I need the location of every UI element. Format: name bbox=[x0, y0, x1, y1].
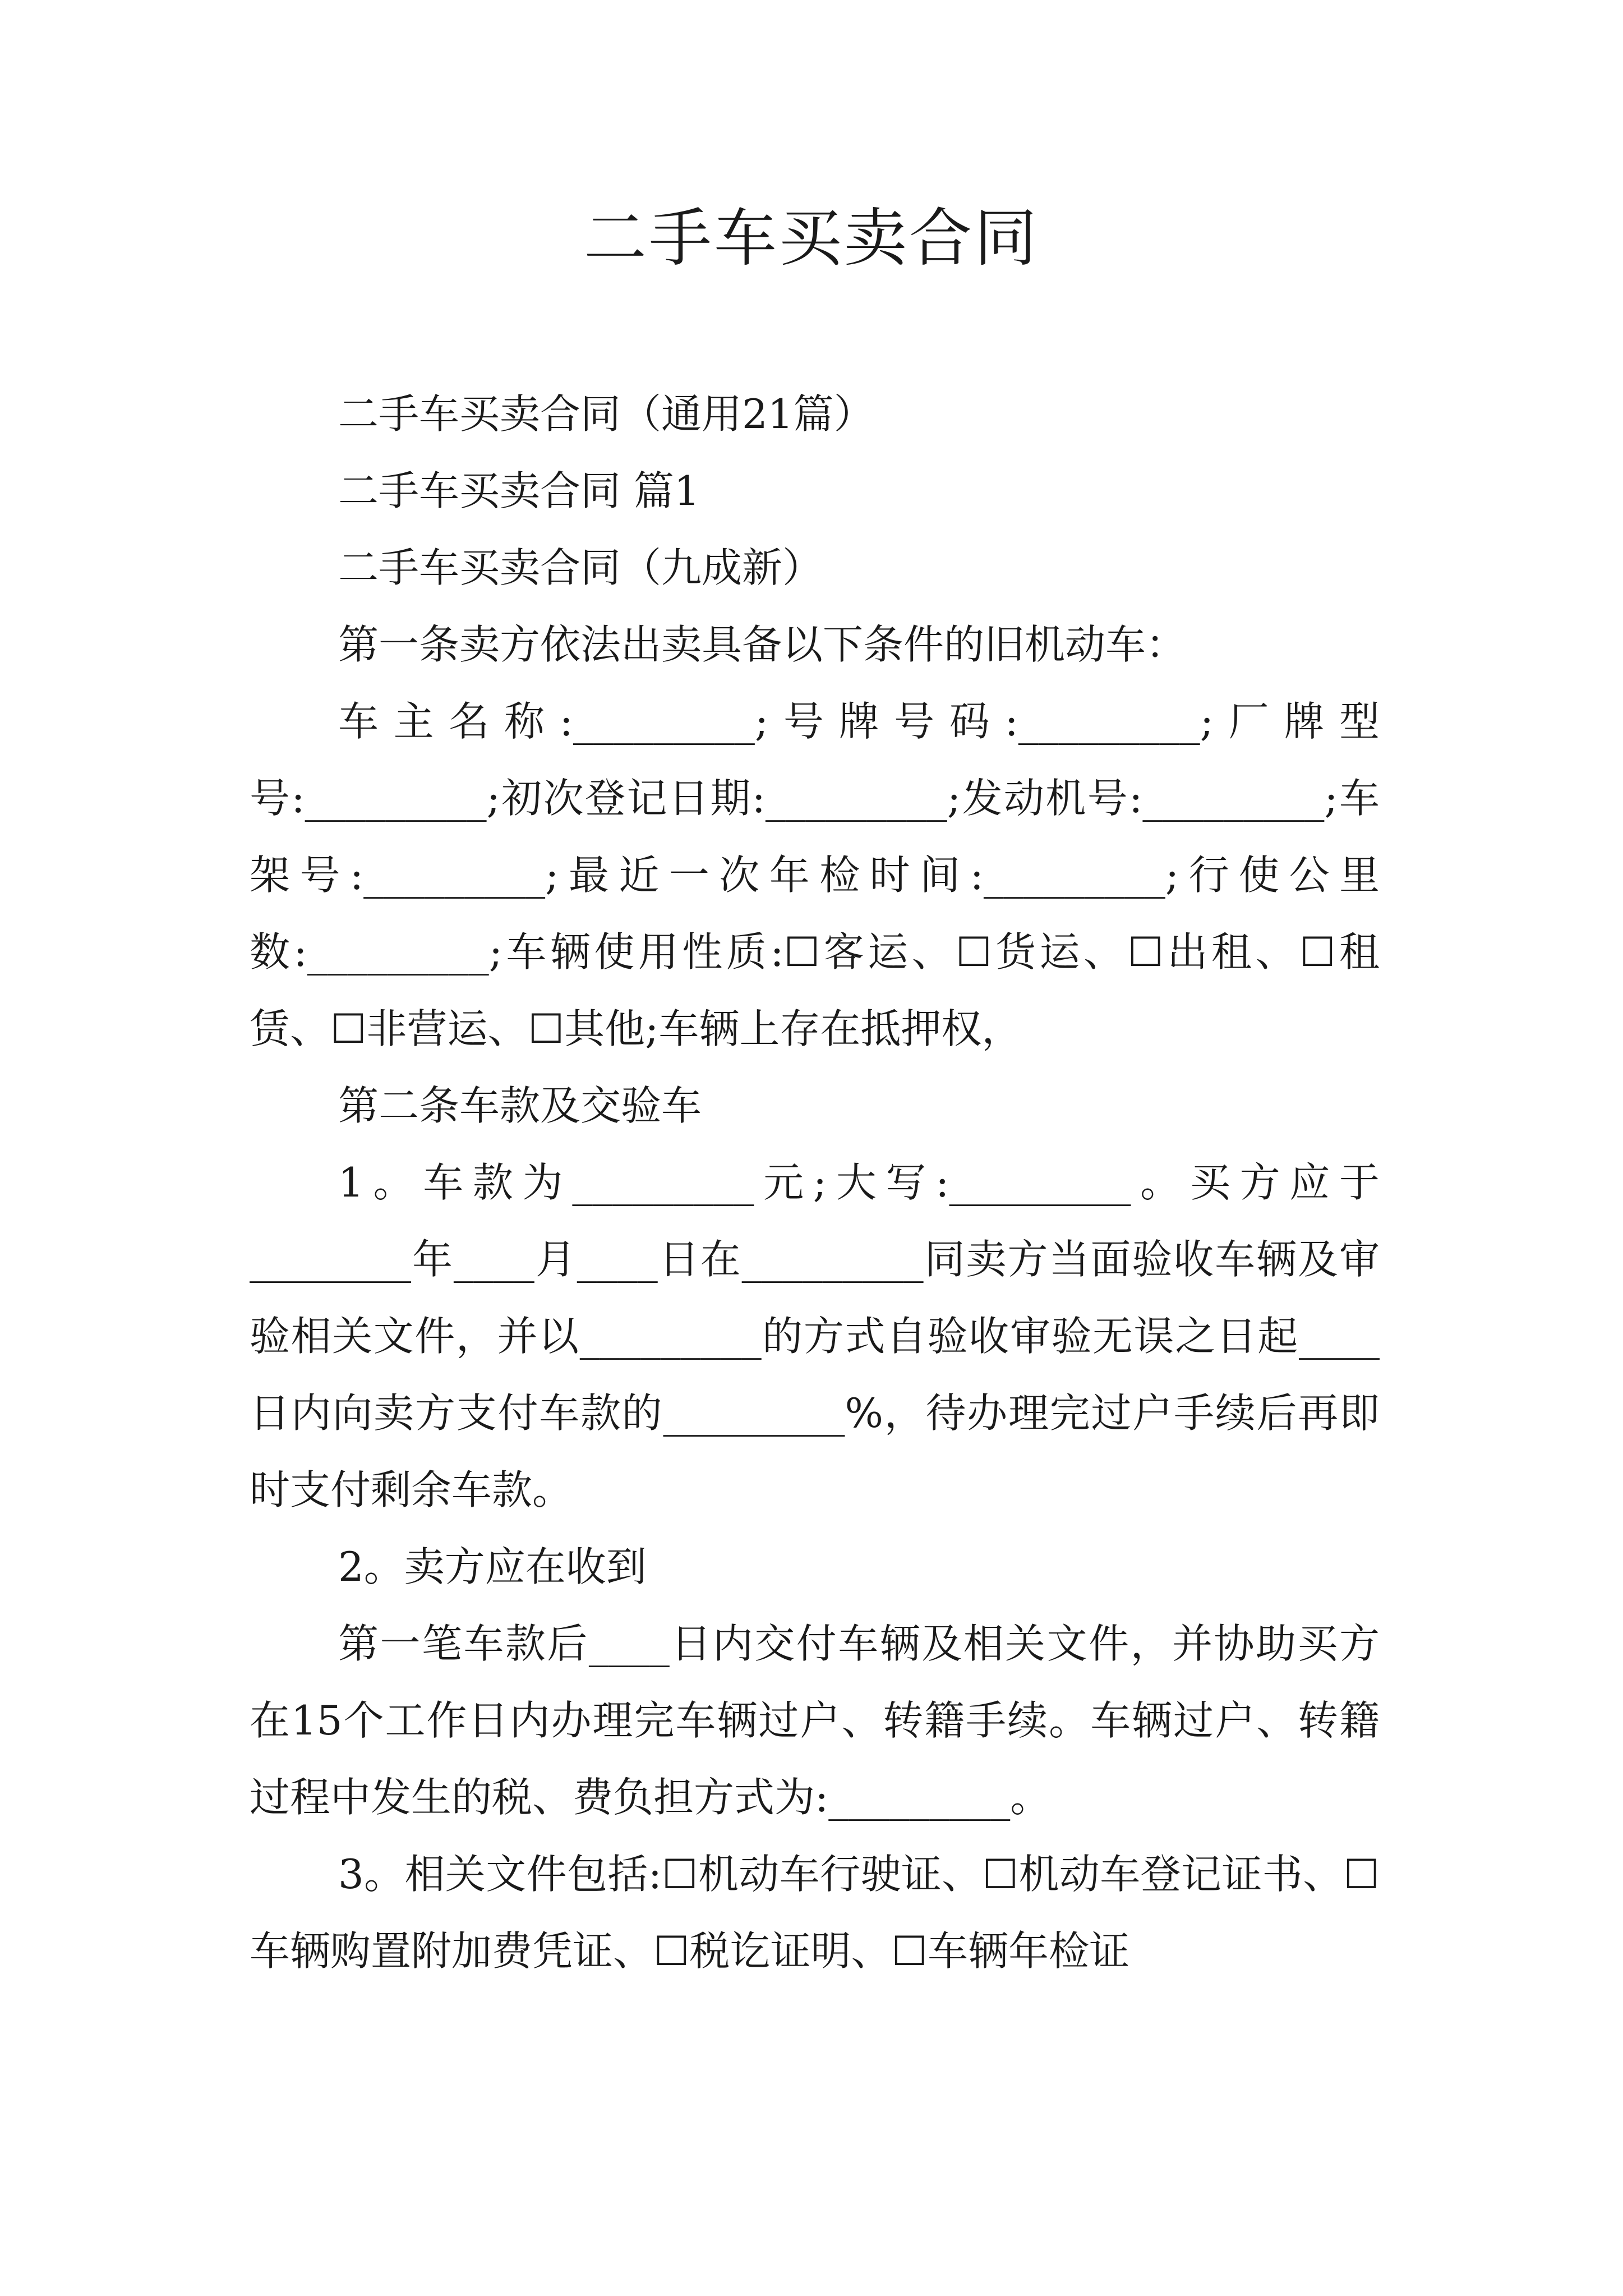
paragraph-contract-subtitle: 二手车买卖合同（九成新） bbox=[338, 544, 823, 591]
paragraph-delivery-terms: 第一笔车款后____日内交付车辆及相关文件，并协助买方在15个工作日内办理完车辆过户、转籍手续。车辆过户、转籍过程中发生的税、费负担方式为:_________。 bbox=[250, 1620, 1380, 1821]
paragraph-documents-list: 3。相关文件包括:☐机动车行驶证、☐机动车登记证书、☐车辆购置附加费凭证、☐税讫证明、☐车辆年检证 bbox=[250, 1851, 1380, 1975]
paragraph-clause-2-heading: 第二条车款及交验车 bbox=[338, 1082, 702, 1129]
paragraph-clause-1-heading: 第一条卖方依法出卖具备以下条件的旧机动车： bbox=[338, 621, 1187, 668]
paragraph-payment-terms: 1。车款为_________元;大写:_________。买方应于________年____月____日在_________同卖方当面验收车辆及审验相关文件，并以_________的方式自验收审验无误之日起____日内向卖方支付车款的_________%，待办理完过户手续后再即时支付剩余车款。 bbox=[250, 1159, 1380, 1513]
document-body bbox=[250, 376, 1380, 1990]
paragraph-article-heading: 二手车买卖合同 篇1 bbox=[338, 467, 700, 514]
paragraph-vehicle-details: 车主名称:_________;号牌号码:_________;厂牌型号:_________;初次登记日期:_________;发动机号:_________;车架号:_________;最近一次年检时间:_________;行使公里数:_________;车辆使用性质:☐客运、☐货运、☐出租、☐租赁、☐非营运、☐其他;车辆上存在抵押权， bbox=[250, 698, 1380, 1052]
paragraph-collection-title: 二手车买卖合同（通用21篇） bbox=[338, 390, 874, 438]
document-title: 二手车买卖合同 bbox=[584, 202, 1039, 275]
paragraph-delivery-intro: 2。卖方应在收到 bbox=[338, 1543, 647, 1590]
